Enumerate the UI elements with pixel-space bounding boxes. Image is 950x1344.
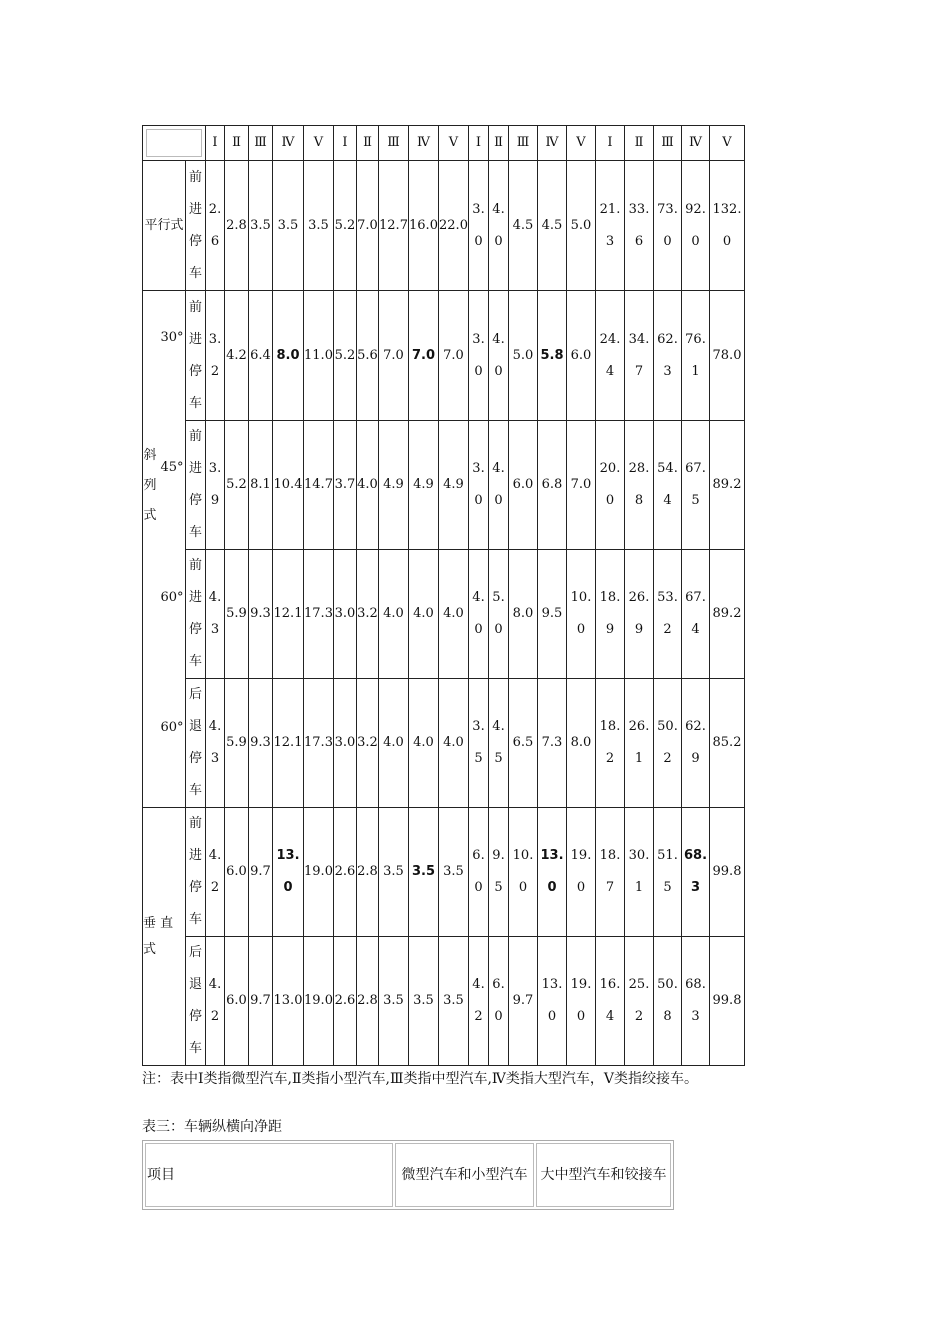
table-cell: 19.0 — [304, 937, 334, 1066]
table-cell: 6.0 — [225, 937, 249, 1066]
table-cell: 73.0 — [654, 161, 682, 291]
table-cell: 50.2 — [654, 679, 682, 808]
table-cell: 12.7 — [379, 161, 409, 291]
mode-label: 前进停车 — [186, 161, 206, 291]
table-cell: 5.9 — [225, 679, 249, 808]
table-cell: 3.0 — [469, 291, 489, 421]
table-cell: 4.0 — [409, 679, 439, 808]
table-cell: 4.9 — [439, 421, 469, 550]
table-cell: 4.0 — [469, 550, 489, 679]
table-cell: 8.0 — [509, 550, 538, 679]
table-cell: 4.0 — [489, 291, 509, 421]
header-cell: Ⅲ — [654, 126, 682, 161]
table-cell: 4.0 — [439, 550, 469, 679]
table-cell: 3.5 — [409, 808, 439, 937]
table-cell: 5.8 — [538, 291, 567, 421]
table-cell: 4.2 — [206, 808, 225, 937]
table-cell: 3.7 — [334, 421, 357, 550]
table-cell: 7.0 — [379, 291, 409, 421]
mode-label: 后退停车 — [186, 937, 206, 1066]
table-cell: 22.0 — [439, 161, 469, 291]
table-cell: 13.0 — [273, 808, 304, 937]
table-row — [143, 421, 745, 550]
angle-label-45: 45° — [160, 460, 184, 475]
table-cell: 13.0 — [273, 937, 304, 1066]
angle-label-60b: 60° — [160, 720, 184, 735]
header-cell: Ⅴ — [710, 126, 745, 161]
header-cell: Ⅱ — [357, 126, 379, 161]
table-cell: 3.0 — [334, 550, 357, 679]
table-cell: 4.0 — [489, 421, 509, 550]
table-cell: 25.2 — [625, 937, 654, 1066]
table-cell: 9.5 — [489, 808, 509, 937]
table-cell: 34.7 — [625, 291, 654, 421]
table-cell: 89.2 — [710, 421, 745, 550]
table-cell: 78.0 — [710, 291, 745, 421]
table-cell: 2.8 — [357, 808, 379, 937]
angle-label-60: 60° — [160, 590, 184, 605]
table-cell: 24.4 — [596, 291, 625, 421]
mode-label: 前进停车 — [186, 550, 206, 679]
table-cell: 4.9 — [379, 421, 409, 550]
table-cell: 99.8 — [710, 808, 745, 937]
table-cell: 3.2 — [357, 679, 379, 808]
table-cell: 4.2 — [469, 937, 489, 1066]
table-cell: 4.0 — [357, 421, 379, 550]
header-cell: Ⅰ — [469, 126, 489, 161]
table-cell: 4.0 — [379, 550, 409, 679]
table-cell: 19.0 — [304, 808, 334, 937]
table-cell: 12.1 — [273, 679, 304, 808]
table-cell: 33.6 — [625, 161, 654, 291]
table-cell: 10.0 — [509, 808, 538, 937]
header-cell: Ⅲ — [249, 126, 273, 161]
group-label-parallel: 平行式 — [143, 161, 186, 291]
table-cell: 50.8 — [654, 937, 682, 1066]
table-cell: 3.5 — [273, 161, 304, 291]
header-cell: Ⅴ — [304, 126, 334, 161]
table-cell: 4.0 — [379, 679, 409, 808]
table-cell: 7.3 — [538, 679, 567, 808]
table-cell: 68.3 — [682, 808, 710, 937]
table-cell: 3.5 — [439, 937, 469, 1066]
table-cell: 18.2 — [596, 679, 625, 808]
table-cell: 4.5 — [509, 161, 538, 291]
table-row — [143, 161, 745, 291]
table-cell: 9.3 — [249, 550, 273, 679]
table-cell: 5.6 — [357, 291, 379, 421]
table-cell: 3.0 — [334, 679, 357, 808]
table-row — [143, 679, 745, 808]
table-cell: 28.8 — [625, 421, 654, 550]
table-cell: 10.4 — [273, 421, 304, 550]
table-cell: 53.2 — [654, 550, 682, 679]
parking-dimension-table — [142, 125, 745, 1066]
table-cell: 5.0 — [489, 550, 509, 679]
table-cell: 132.0 — [710, 161, 745, 291]
table-cell: 18.9 — [596, 550, 625, 679]
table-cell: 6.8 — [538, 421, 567, 550]
table-cell: 26.1 — [625, 679, 654, 808]
table-cell: 54.4 — [654, 421, 682, 550]
table-cell: 2.6 — [334, 937, 357, 1066]
table-cell: 2.8 — [225, 161, 249, 291]
table-cell: 9.7 — [249, 937, 273, 1066]
table-cell: 26.9 — [625, 550, 654, 679]
table-cell: 4.5 — [538, 161, 567, 291]
table-cell: 4.2 — [206, 937, 225, 1066]
table-cell: 4.2 — [225, 291, 249, 421]
table-cell: 89.2 — [710, 550, 745, 679]
table-cell: 62.3 — [654, 291, 682, 421]
table-cell: 4.0 — [409, 550, 439, 679]
table-cell: 6.0 — [567, 291, 596, 421]
table3-title: 表三：车辆纵横向净距 — [142, 1119, 282, 1135]
table-cell: 9.5 — [538, 550, 567, 679]
table-cell: 2.8 — [357, 937, 379, 1066]
group-cell-oblique — [143, 291, 186, 808]
table-cell: 19.0 — [567, 808, 596, 937]
table-cell: 67.5 — [682, 421, 710, 550]
table-cell: 4.3 — [206, 550, 225, 679]
header-cell: Ⅴ — [567, 126, 596, 161]
table-cell: 6.0 — [489, 937, 509, 1066]
table-cell: 9.3 — [249, 679, 273, 808]
table3-small-header: 微型汽车和小型汽车 — [395, 1143, 534, 1207]
table-cell: 3.0 — [469, 421, 489, 550]
table-cell: 9.7 — [509, 937, 538, 1066]
table-cell: 92.0 — [682, 161, 710, 291]
header-cell: Ⅲ — [379, 126, 409, 161]
table-cell: 62.9 — [682, 679, 710, 808]
mode-label: 前进停车 — [186, 291, 206, 421]
header-cell: Ⅲ — [509, 126, 538, 161]
table-cell: 4.0 — [439, 679, 469, 808]
table-cell: 3.5 — [379, 937, 409, 1066]
header-cell: Ⅳ — [409, 126, 439, 161]
header-cell: Ⅳ — [538, 126, 567, 161]
table-row — [143, 808, 745, 937]
angle-label-30: 30° — [160, 330, 184, 345]
table-cell: 11.0 — [304, 291, 334, 421]
table-cell: 21.3 — [596, 161, 625, 291]
table-cell: 3.9 — [206, 421, 225, 550]
table-row — [143, 550, 745, 679]
header-cell: Ⅰ — [334, 126, 357, 161]
mode-label: 前进停车 — [186, 421, 206, 550]
table-cell: 6.0 — [225, 808, 249, 937]
mode-label: 后退停车 — [186, 679, 206, 808]
header-row — [143, 126, 745, 161]
table-cell: 76.1 — [682, 291, 710, 421]
table-cell: 51.5 — [654, 808, 682, 937]
table-cell: 3.5 — [304, 161, 334, 291]
table-cell: 17.3 — [304, 550, 334, 679]
header-cell: Ⅱ — [625, 126, 654, 161]
header-cell: Ⅰ — [206, 126, 225, 161]
group-label-vertical: 垂 直式 — [143, 808, 186, 1066]
table-cell: 5.9 — [225, 550, 249, 679]
header-cell: Ⅳ — [682, 126, 710, 161]
table-cell: 3.2 — [357, 550, 379, 679]
table-cell: 8.0 — [273, 291, 304, 421]
table-cell: 8.0 — [567, 679, 596, 808]
table-cell: 17.3 — [304, 679, 334, 808]
table-cell: 16.4 — [596, 937, 625, 1066]
table-cell: 6.0 — [469, 808, 489, 937]
table-cell: 7.0 — [567, 421, 596, 550]
table-cell: 3.5 — [249, 161, 273, 291]
table-cell: 67.4 — [682, 550, 710, 679]
table-cell: 16.0 — [409, 161, 439, 291]
table-cell: 2.6 — [206, 161, 225, 291]
table-cell: 13.0 — [538, 937, 567, 1066]
table3-large-header: 大中型汽车和铰接车 — [536, 1143, 671, 1207]
table-cell: 7.0 — [439, 291, 469, 421]
table-cell: 3.5 — [409, 937, 439, 1066]
header-cell: Ⅱ — [489, 126, 509, 161]
table-cell: 9.7 — [249, 808, 273, 937]
table-row — [143, 937, 745, 1066]
table-cell: 10.0 — [567, 550, 596, 679]
table-cell: 5.2 — [334, 161, 357, 291]
table-note: 注：表中Ⅰ类指微型汽车,Ⅱ类指小型汽车,Ⅲ类指中型汽车,Ⅳ类指大型汽车，Ⅴ类指绞接车。 — [142, 1071, 698, 1087]
group-label-oblique: 斜列式 — [143, 448, 157, 523]
table-cell: 4.5 — [489, 679, 509, 808]
table-cell: 5.0 — [509, 291, 538, 421]
table-cell: 5.2 — [225, 421, 249, 550]
table-cell: 14.7 — [304, 421, 334, 550]
table-cell: 13.0 — [538, 808, 567, 937]
table-cell: 3.5 — [439, 808, 469, 937]
table-cell: 3.2 — [206, 291, 225, 421]
table-cell: 6.4 — [249, 291, 273, 421]
table-cell: 3.5 — [469, 679, 489, 808]
table-cell: 99.8 — [710, 937, 745, 1066]
table-cell: 20.0 — [596, 421, 625, 550]
table-cell: 18.7 — [596, 808, 625, 937]
table-cell: 2.6 — [334, 808, 357, 937]
header-cell: Ⅱ — [225, 126, 249, 161]
corner-cell — [143, 126, 206, 161]
table-cell: 7.0 — [357, 161, 379, 291]
table-cell: 19.0 — [567, 937, 596, 1066]
table-cell: 12.1 — [273, 550, 304, 679]
table-cell: 6.0 — [509, 421, 538, 550]
mode-label: 前进停车 — [186, 808, 206, 937]
table-cell: 7.0 — [409, 291, 439, 421]
table-cell: 4.9 — [409, 421, 439, 550]
header-cell: Ⅴ — [439, 126, 469, 161]
header-cell: Ⅳ — [273, 126, 304, 161]
table-cell: 4.3 — [206, 679, 225, 808]
table-cell: 6.5 — [509, 679, 538, 808]
header-cell: Ⅰ — [596, 126, 625, 161]
table-cell: 4.0 — [489, 161, 509, 291]
table-row — [143, 291, 745, 421]
table-cell: 68.3 — [682, 937, 710, 1066]
table-cell: 8.1 — [249, 421, 273, 550]
table3-item-header: 项目 — [145, 1143, 393, 1207]
table-cell: 5.2 — [334, 291, 357, 421]
table-cell: 30.1 — [625, 808, 654, 937]
table-cell: 5.0 — [567, 161, 596, 291]
vehicle-clearance-table — [142, 1140, 674, 1210]
table-cell: 85.2 — [710, 679, 745, 808]
table-cell: 3.0 — [469, 161, 489, 291]
table-cell: 3.5 — [379, 808, 409, 937]
